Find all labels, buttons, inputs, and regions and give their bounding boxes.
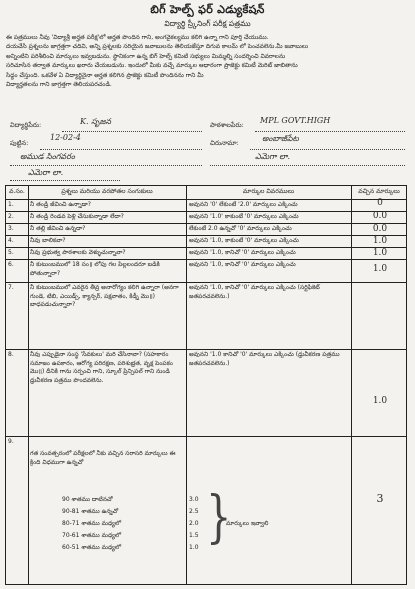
row-divider [6,436,406,437]
school-name-value: MPL GOVT.HIGH [260,116,331,125]
header-marks-info: మార్కుల వివరములు [242,188,295,195]
row-divider [6,247,406,248]
row-divider [6,349,406,350]
row-divider [6,235,406,236]
row-sno: 2. [8,213,14,220]
row-score: 1.0 [372,248,388,258]
col-divider [186,186,187,584]
brace-icon: } [206,485,232,551]
row-score: 3 [376,492,384,505]
instructions-paragraph [6,33,410,89]
row-sno: 7. [8,284,14,291]
row-score: 0.0 [372,224,388,234]
village-line [10,165,202,166]
extra-value: ఎమెరా లా. [28,168,64,177]
row-score: 0 [377,198,383,208]
row-question: నీవు బాలికవా? [30,237,66,244]
instruction-line: సిద్ధం చేస్తుంది. ఒకవేళ ఏ విద్యార్థినైనా అర్హత కలిగిన ప్రాజెక్టు కమిటీ పొందినను గాని మీ [6,71,204,79]
range-value: 1.0 [189,544,199,551]
document-subtitle: విద్యార్థి స్ర్కీనింగ్ పరీక్ష పత్రము [164,19,251,28]
row-score: 1.0 [372,236,388,246]
header-question: ప్రశ్నలు మరియు వరపోతల సంగుకులు [61,188,153,195]
row-question: నీ కుటుంబములో ఎవరైన తీవ్ర అనారోగ్యం కలిగి ఉన్నారా (అనగా గుండె, టిబి, ఎయిడ్స్, క్యాన్సర్, పక్షవాతం, కిడ్నీ మొ॥) బాధపడుచున్నారా? [30,284,179,309]
row-sno: 3. [8,225,14,232]
row-sno: 4. [8,237,14,244]
instruction-line: దయచేసి ప్రశ్నలను జాగ్రత్తగా చదివి, అన్ని ప్రశ్నలకు సరియైన జవాబులను తెలియజేస్తూ దిగువ కాలమ్ లో పెంచవలెను.మీ జవాబులు [6,43,309,51]
range-label: 80-71 శాతము మధ్యలో [62,520,122,527]
row-question: నీ తల్లి జీవించి ఉన్నదా? [30,225,86,232]
row-question: నీ కుటుంబములో 18 సం॥ లోపు గల పిల్లలందరూ బడికి పోతున్నారా? [30,261,160,277]
row-sno: 6. [8,261,14,268]
range-note: మార్కులు ఇవ్వాలి [226,520,269,527]
range-label: 90 శాతము దాటినచో [62,496,113,503]
marks-table [5,185,407,585]
student-name-value: K. సృజన [80,117,112,126]
row-marks-info: అవునని '1.0' కాకుంటే '0' మార్కులు ఎక్కించు [189,213,299,220]
row-divider [6,199,406,200]
mandal-line [210,165,405,166]
row-score: 1.0 [372,396,388,406]
col-divider [351,186,352,584]
row-marks-info: అవునని '1.0, కాకుంటే '0' మార్కులు ఎక్కించు [189,237,299,244]
extra-line [10,180,120,181]
address-line [250,149,405,150]
row-score: 0.0 [372,211,388,221]
row-marks-info: లేకుంటే 2.0 ఉన్నచో '0' మార్కులు ఎక్కించు [189,225,292,232]
dob-line [40,149,202,150]
row-sno: 5. [8,249,14,256]
range-label: 60-51 శాతము మధ్యలో [62,544,122,551]
row-question: గత సంవత్సరంలో పరీక్షలలో నీకు వచ్చిన సరాసరి మార్కులు ఈ క్రింది విధముగా ఉన్నచో [30,450,176,466]
header-sno: వ.సం. [9,188,25,195]
instruction-line: ఈ పత్రములు నీవు 'విద్యాశ్రీ అర్హత పరీక్ష'లో అర్హత పొందిన గాని, అంగవైకల్యము కలిగి ఉన్నా గాని పూర్తి చేయుము. [6,34,269,41]
row-divider [6,223,406,224]
range-value: 1.5 [189,532,199,539]
row-sno: 8. [8,351,14,358]
row-sno: 1. [8,201,14,208]
row-question: నీ తండ్రి రెండవ పెళ్లి చేసుకున్నాడా లేదా? [30,213,124,220]
instruction-line: విద్యార్హతలను గాని జాగ్రత్తగా తెలియపరచండి. [6,81,112,89]
village-value: అముడ సింగవరం [20,152,75,161]
row-marks-info: అవునని '1.0, కానిచో '0' మార్కులు ఎక్కించు [189,249,296,256]
range-label: 70-61 శాతము మధ్యలో [62,532,122,539]
range-value: 2.5 [189,508,199,515]
range-label: 90-81 శాతము ఉన్నచో [62,508,119,515]
address-value: అంబాజీపేట [262,134,299,143]
row-question: నీవు ప్రభుత్వ పాఠశాలకు వెళ్ళుచున్నావా? [30,249,126,256]
dob-label: పుట్టిన: [10,139,29,147]
instruction-line: సరిచూసిన తర్వాత మార్కులు ఖరారు చేయబడును. ఇందులో మీకు వచ్చే మార్కుల ఆధారంగా ప్రాజెక్టు కమిటీ మెరిట్ జాబితాను [6,62,298,70]
range-value: 2.0 [189,520,199,527]
school-name-line [255,131,405,132]
student-name-label: విద్యార్థిపేరు: [10,121,42,129]
row-score: 1.0 [372,264,388,274]
row-marks-info: అవునని '1.0, కానిచో '0' మార్కులు ఎక్కించు (సర్టిఫికెట్ జతపరచవలెను.) [189,284,320,300]
dob-value: 12-02-4 [50,133,81,142]
address-label: చిరునామా: [210,139,239,147]
mandal-value: ఎమెగా లా. [255,152,290,161]
row-divider [6,259,406,260]
col-divider [28,186,29,584]
row-question: నీవు ఎప్పుడైనా సంస్థ 'సేవకులు' మరి చేసినావా? (సహకారం సమాజం ఉపకారం, ఆరోగ్య పరిరక్షణ, పరిశుభ్రత, వృక్ష పెంపకం మొ॥) దీనికి గాను సర్పంచి గాని, స్కూల్ ప్రిన్సిపల్ గాని నుండి ధ్రువీకరణ పత్రము పొందవలెను. [30,351,173,384]
student-name-line [62,131,202,132]
row-sno: 9. [8,438,14,445]
row-question: నీ తండ్రి జీవించి ఉన్నాడా? [30,201,91,208]
header-marks-awarded: వచ్చిన మార్కులు [358,188,400,195]
row-divider [6,211,406,212]
school-name-label: పాఠశాలపేరు: [210,121,244,129]
document-title: బిగ్ హెల్ప్ ఫర్ ఎడ్యుకేషన్ [150,3,265,16]
range-value: 3.0 [189,496,199,503]
row-marks-info: అవునని '0' లేకుంటే '2.0' మార్కులు ఎక్కించు [189,201,298,208]
instruction-line: అన్నింటిని పరిశీలించి మార్కులు ఇవ్వబడును. స్థానికంగా ఉన్న బిగ్ హెల్ప్ కమిటి సభ్యులు మిమ్మల్ని సందర్శించి వివరాలను [6,52,286,60]
row-divider [6,282,406,283]
row-marks-info: అవునని '1.0 కానిచో '0' మార్కులు ఎక్కించు (ధ్రువీకరణ పత్రము జతపరచవలెను.) [189,351,340,367]
row-marks-info: అవునని '1.0, కానిచో '0' మార్కులు ఎక్కించు [189,261,296,268]
